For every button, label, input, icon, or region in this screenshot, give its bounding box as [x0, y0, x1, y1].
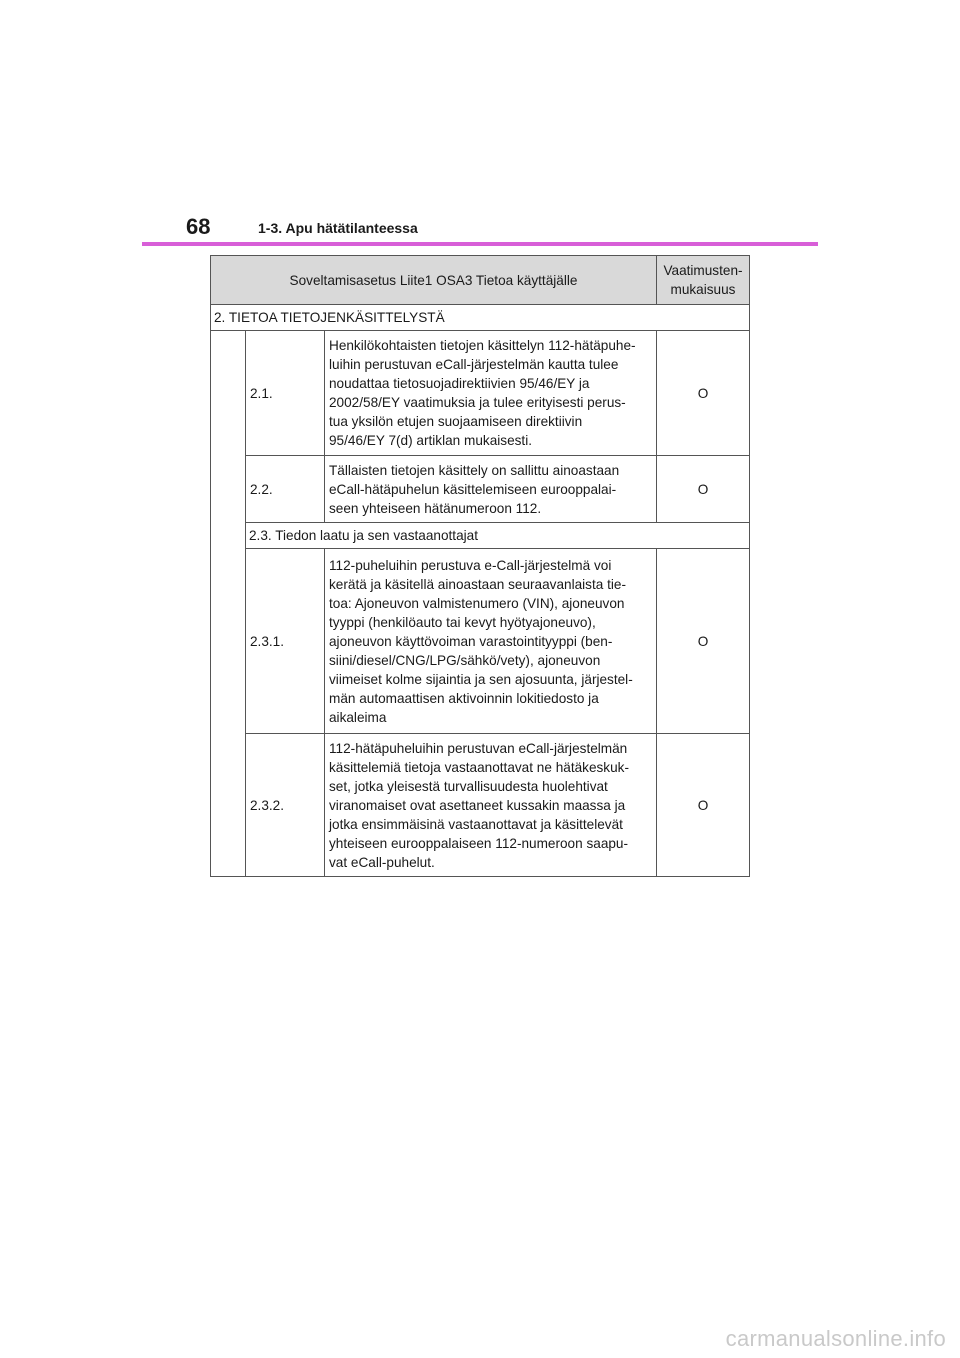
desc-line: toa: Ajoneuvon valmistenumero (VIN), ajoneuvon [329, 595, 625, 611]
table-row [211, 549, 750, 734]
indent-cell [211, 331, 246, 877]
desc-line: viranomaiset ovat asettaneet kussakin maassa ja [329, 797, 626, 813]
desc-line: tua yksilön etujen suojaamiseen direktiivin [329, 414, 583, 429]
desc-line: siini/diesel/CNG/LPG/sähkö/vety), ajoneuvon [329, 652, 601, 668]
section-row [211, 305, 750, 331]
desc-line: eCall-hätäpuhelun käsittelemiseen eurooppalai- [329, 481, 617, 497]
desc-line: viimeiset kolme sijaintia ja sen ajosuunta, järjestel- [329, 671, 633, 687]
row-compliance: O [657, 456, 750, 523]
row-description [325, 456, 657, 523]
header-cell-regulation: Soveltamisasetus Liite1 OSA3 Tietoa käyttäjälle [211, 256, 657, 305]
desc-line: set, jotka yleisestä turvallisuudesta huolehtivat [329, 778, 608, 794]
desc-line: tyyppi (henkilöauto tai kevyt hyötyajoneuvo), [329, 614, 596, 630]
desc-line: käsittelemiä tietoja vastaanottavat ne hätäkeskuk- [329, 759, 629, 775]
row-description [325, 549, 657, 734]
header-rule [142, 242, 818, 246]
row-number: 2.3.2. [246, 734, 325, 877]
row-compliance: O [657, 549, 750, 734]
table-row [211, 734, 750, 877]
row-description [325, 734, 657, 877]
header-compliance-line: Vaatimusten- [663, 263, 743, 278]
row-number: 2.1. [246, 331, 325, 456]
desc-line: 112-hätäpuheluihin perustuvan eCall-järjestelmän [329, 740, 628, 756]
section-heading: 2. TIETOA TIETOJENKÄSITTELYSTÄ [211, 305, 750, 331]
desc-line: 2002/58/EY vaatimuksia ja tulee erityisesti perus- [329, 395, 626, 410]
desc-line: aikaleima [329, 709, 387, 725]
desc-line: ajoneuvon käyttövoiman varastointityyppi (ben- [329, 633, 613, 649]
desc-line: män automaattisen aktivoinnin lokitiedosto ja [329, 690, 599, 706]
desc-line: Henkilökohtaisten tietojen käsittelyn 112-hätäpuhe- [329, 338, 636, 353]
desc-line: kerätä ja käsitellä ainoastaan seuraavanlaista tie- [329, 576, 626, 592]
header-cell-compliance [657, 256, 750, 305]
desc-line: Tällaisten tietojen käsittely on sallittu ainoastaan [329, 462, 620, 478]
section-title: 1-3. Apu hätätilanteessa [258, 220, 418, 236]
row-number: 2.2. [246, 456, 325, 523]
header-compliance-line: mukaisuus [670, 282, 736, 297]
row-compliance: O [657, 331, 750, 456]
desc-line: 95/46/EY 7(d) artiklan mukaisesti. [329, 433, 532, 448]
table-header-row [211, 256, 750, 305]
row-description [325, 331, 657, 456]
watermark: carmanualsonline.info [725, 1326, 946, 1351]
table-row [211, 331, 750, 456]
desc-line: 112-puheluihin perustuva e-Call-järjestelmä voi [329, 557, 612, 573]
desc-line: yhteiseen eurooppalaiseen 112-numeroon saapu- [329, 835, 629, 851]
section-heading: 2.3. Tiedon laatu ja sen vastaanottajat [246, 523, 750, 549]
requirements-table [210, 255, 750, 877]
desc-line: noudattaa tietosuojadirektiivien 95/46/EY ja [329, 376, 590, 391]
desc-line: seen yhteiseen hätänumeroon 112. [329, 500, 542, 516]
table-row [211, 456, 750, 523]
section-row [211, 523, 750, 549]
desc-line: jotka ensimmäisinä vastaanottavat ja käsittelevät [329, 816, 623, 832]
row-compliance: O [657, 734, 750, 877]
desc-line: luihin perustuvan eCall-järjestelmän kautta tulee [329, 357, 619, 372]
desc-line: vat eCall-puhelut. [329, 854, 435, 870]
row-number: 2.3.1. [246, 549, 325, 734]
page-number: 68 [186, 214, 211, 239]
